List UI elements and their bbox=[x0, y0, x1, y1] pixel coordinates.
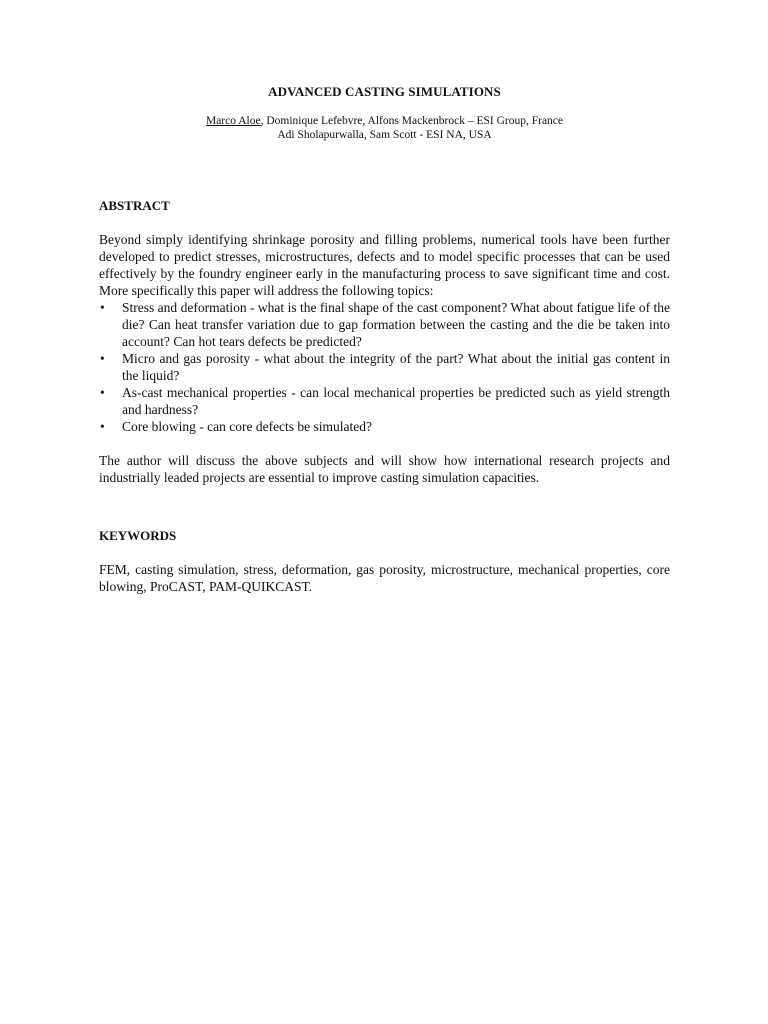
bullet-icon: • bbox=[100, 351, 105, 366]
list-item bbox=[99, 350, 670, 384]
author-block bbox=[99, 114, 670, 142]
topic-stress-deformation: Stress and deformation - what is the final shape of the cast component? What about fatigue life of the die? Can heat transfer variation due to gap formation between the casting and the die be taken into account? Can hot tears defects be predicted? bbox=[122, 300, 670, 349]
bullet-icon: • bbox=[100, 385, 105, 400]
topic-core-blowing: Core blowing - can core defects be simulated? bbox=[122, 419, 373, 434]
paper-title: ADVANCED CASTING SIMULATIONS bbox=[268, 84, 501, 99]
keywords-heading: KEYWORDS bbox=[99, 528, 177, 543]
topic-porosity: Micro and gas porosity - what about the integrity of the part? What about the initial gas content in the liquid? bbox=[122, 351, 670, 383]
co-authors-europe: , Dominique Lefebvre, Alfons Mackenbrock – ESI Group, France bbox=[260, 115, 564, 127]
list-item bbox=[99, 299, 670, 350]
abstract-intro: Beyond simply identifying shrinkage porosity and filling problems, numerical tools have been further developed to predict stresses, microstructures, defects and to model specific processes that can be used effectively by the foundry engineer early in the manufacturing process to save significant time and cost. More specifically this paper will address the following topics: bbox=[99, 232, 670, 298]
list-item bbox=[99, 418, 670, 435]
presenting-author: Marco Aloe bbox=[205, 115, 261, 127]
bullet-icon: • bbox=[100, 419, 105, 434]
topic-list bbox=[99, 299, 670, 435]
author-line-1 bbox=[99, 114, 670, 128]
topic-mechanical-properties: As-cast mechanical properties - can local mechanical properties be predicted such as yield strength and hardness? bbox=[122, 385, 670, 417]
abstract-heading: ABSTRACT bbox=[99, 198, 170, 213]
bullet-icon: • bbox=[100, 300, 105, 315]
abstract-closing: The author will discuss the above subjects and will show how international research projects and industrially leaded projects are essential to improve casting simulation capacities. bbox=[99, 453, 670, 485]
paper-page bbox=[99, 80, 670, 595]
list-item bbox=[99, 384, 670, 418]
author-line-2: Adi Sholapurwalla, Sam Scott - ESI NA, USA bbox=[277, 129, 492, 141]
keywords-text: FEM, casting simulation, stress, deformation, gas porosity, microstructure, mechanical properties, core blowing, ProCAST, PAM-QUIKCAST. bbox=[99, 562, 670, 594]
